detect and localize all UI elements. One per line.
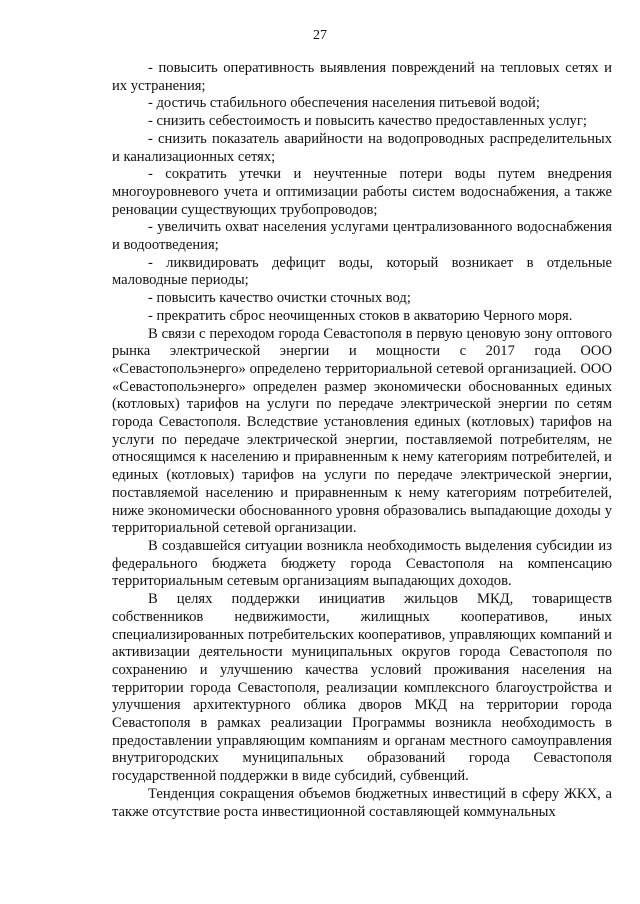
bullet-item: - снизить показатель аварийности на водопроводных распределительных и канализационных сетях; [112,130,612,165]
bullet-item: - увеличить охват населения услугами централизованного водоснабжения и водоотведения; [112,219,612,254]
paragraph-electricity-tariffs: В связи с переходом города Севастополя в первую ценовую зону оптового рынка электрической энергии и мощности с 2017 года ООО «Севастопольэнерго» определено территориальной сетевой организацией. ООО «Севастопольэнерго» определен размер экономически обоснованных единых (котловых) тарифов на услуги по передаче электрической энергии по сетям города Севастополя. Вследствие установления единых (котловых) тарифов на услуги по передаче электрической энергии, поставляемой потребителям, не относящимся к населению и приравненным к нему категориям потребителей, и единых (котловых) тарифов на услуги по передаче электрической энергии, поставляемой населению и приравненным к нему категориям потребителей, ниже экономически обоснованного уровня образовались выпадающие доходы у территориальной сетевой организации. [112,325,612,537]
bullet-item: - прекратить сброс неочищенных стоков в акваторию Черного моря. [148,307,573,324]
bullet-item: - снизить себестоимость и повысить качество предоставленных услуг; [148,113,587,130]
bullet-item: - сократить утечки и неучтенные потери воды путем внедрения многоуровневого учета и оптимизации работы систем водоснабжения, а также реновации существующих трубопроводов; [112,166,612,218]
paragraph-subsidy-need: В создавшейся ситуации возникла необходимость выделения субсидии из федерального бюджета бюджету города Севастополя на компенсацию территориальным сетевым организациям выпадающих доходов. [112,537,612,590]
page-number: 27 [313,28,327,43]
bullet-item: - ликвидировать дефицит воды, который возникает в отдельные маловодные периоды; [112,254,612,289]
bullet-item: - повысить качество очистки сточных вод; [148,290,411,307]
paragraph-mkd-support: В целях поддержки инициатив жильцов МКД, товариществ собственников недвижимости, жилищных кооперативов, иных специализированных потребительских кооперативов, управляющих компаний и активизации деятельности муниципальных округов города Севастополя по сохранению и улучшению качества условий проживания населения на территории города Севастополя, реализации комплексного благоустройства и улучшения архитектурного облика дворов МКД на территории города Севастополя в рамках реализации Программы возникла необходимость в предоставлении управляющим компаниям и органам местного самоуправления внутригородских муниципальных образований города Севастополя государственной поддержки в виде субсидий, субвенций. [112,591,612,785]
bullet-item: - достичь стабильного обеспечения населения питьевой водой; [148,95,540,112]
bullet-item: - повысить оперативность выявления повреждений на тепловых сетях и их устранения; [112,60,612,94]
document-body [112,60,612,821]
paragraph-investment-trend: Тенденция сокращения объемов бюджетных инвестиций в сферу ЖКХ, а также отсутствие роста инвестиционной составляющей коммунальных [112,785,612,820]
